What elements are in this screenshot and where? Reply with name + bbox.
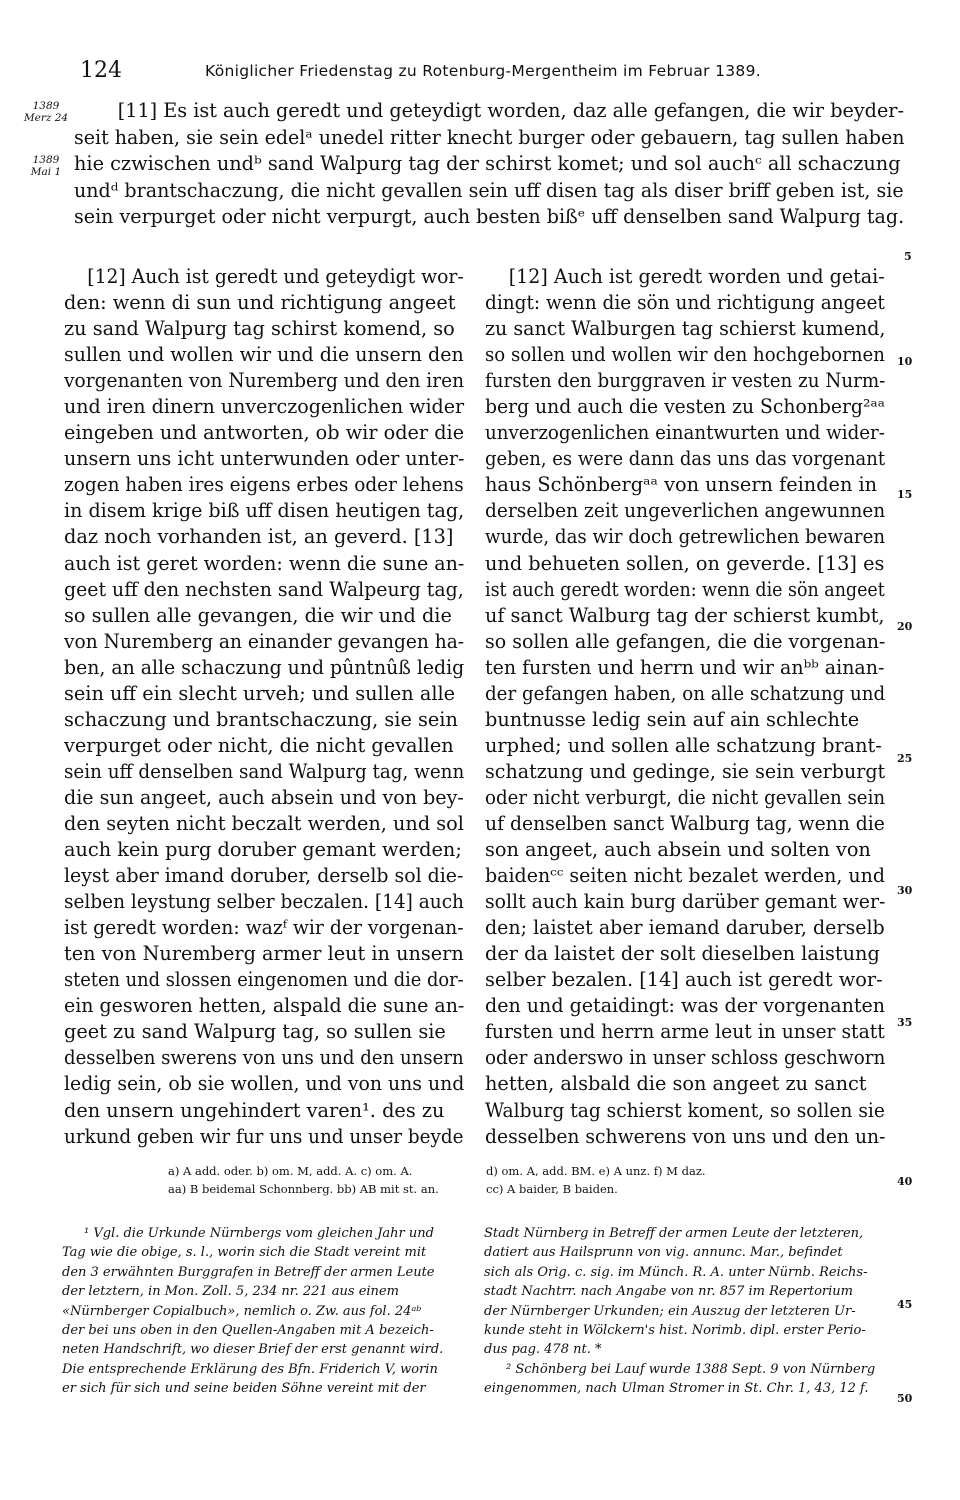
text-line: leyst aber imand doruber, derselb sol die- [64, 864, 464, 888]
text-line: auch ist geret worden: wenn die sune an- [64, 551, 465, 575]
text-line: haus Schönbergᵃᵃ von unsern feinden in [485, 473, 878, 497]
left-column-text [64, 264, 464, 1150]
apparatus-line: d) om. A, add. BM. e) A unz. f) M daz. [486, 1164, 706, 1178]
text-line: steten und slossen eingenomen und die dor- [64, 968, 464, 992]
critical-apparatus-right [486, 1162, 706, 1198]
text-line: ist geredt worden: wazᶠ wir der vorgenan- [64, 916, 464, 940]
text-line: derselben zeit ungeverlichen angewunnen [485, 499, 886, 523]
apparatus-line: aa) B beidemal Schonnberg. bb) AB mit st. an. [168, 1182, 439, 1196]
text-line: den: wenn di sun und richtigung angeet [64, 291, 456, 315]
text-line: vorgenanten von Nuremberg und den iren [64, 369, 465, 393]
text-line: der gefangen haben, on alle schatzung und [485, 681, 886, 705]
line-number: 40 [897, 1175, 913, 1188]
line-number: 50 [897, 1392, 913, 1405]
footnotes-left [62, 1224, 443, 1399]
line-number: 45 [897, 1298, 913, 1311]
text-line: [12] Auch ist geredt worden und getai- [508, 265, 885, 288]
text-line: selber bezalen. [14] auch ist geredt wor- [485, 968, 883, 992]
text-line: unverzogenlichen einantwurten und wider- [485, 421, 885, 445]
text-line: auch kein purg doruber gemant werden; [64, 838, 462, 862]
text-line: und behueten sollen, on geverde. [13] es [485, 551, 885, 575]
footnote-line: dus pag. 478 nt. * [484, 1342, 602, 1358]
text-line: sein uff denselben sand Walpurg tag, wenn [64, 759, 465, 783]
intro-line: sein verpurget oder nicht verpurgt, auch besten bißᵉ uff denselben sand Walpurg tag. [74, 205, 905, 228]
text-line: so sullen alle gevangen, die wir und die [64, 603, 452, 627]
line-number: 20 [897, 620, 913, 633]
text-line: so sollen alle gefangen, die die vorgenan- [485, 629, 886, 653]
text-line: ben, an alle schaczung und pûntnûß ledig [64, 655, 465, 679]
text-line: ten von Nuremberg armer leut in unsern [64, 942, 464, 966]
intro-line: [11] Es ist auch geredt und geteydigt worden, daz alle gefangen, die wir beyder- [117, 99, 904, 122]
text-line: den unsern ungehindert varen¹. des zu [64, 1098, 445, 1122]
apparatus-line: a) A add. oder. b) om. M, add. A. c) om. A. [168, 1164, 413, 1178]
footnote-line: der bei uns oben in den Quellen-Angaben mit A bezeich- [62, 1323, 434, 1339]
footnote-line: stadt Nachtrr. nach Angabe von nr. 857 im Repertorium [484, 1284, 853, 1300]
footnote-line: datiert aus Hailsprunn von vig. annunc. Mar., befindet [484, 1245, 843, 1261]
text-line: von Nuremberg an einander gevangen ha- [64, 629, 465, 653]
footnote-line: eingenommen, nach Ulman Stromer in St. Chr. 1, 43, 12 f. [484, 1381, 869, 1397]
text-line: unsern uns icht unterwunden oder unter- [64, 447, 465, 471]
text-line: uf denselben sanct Walburg tag, wenn die [485, 811, 885, 835]
footnote-line: ² Schönberg bei Lauf wurde 1388 Sept. 9 von Nürnberg [506, 1361, 876, 1377]
text-line: berg und auch die vesten zu Schonberg²ᵃᵃ [485, 395, 885, 419]
line-number: 35 [897, 1016, 913, 1029]
footnote-line: der Nürnberger Urkunden; ein Auszug der letzteren Ur- [484, 1303, 856, 1319]
text-line: urphed; und sollen alle schatzung brant- [485, 733, 882, 757]
text-line: den und getaidingt: was der vorgenanten [485, 994, 886, 1018]
text-line: in disem krige biß uff disen heutigen tag, [64, 499, 465, 523]
text-line: baidenᶜᶜ seiten nicht bezalet werden, und [485, 864, 886, 888]
running-title: Königlicher Friedenstag zu Rotenburg-Mergentheim im Februar 1389. [205, 62, 761, 80]
line-number: 25 [897, 752, 913, 765]
page-header [70, 58, 890, 88]
text-line: ist auch geredt worden: wenn die sön angeet [485, 577, 885, 601]
text-line: Walburg tag schierst koment, so sollen sie [485, 1098, 885, 1122]
footnote-line: den 3 erwähnten Burggrafen in Betreff der armen Leute [62, 1264, 435, 1280]
text-line: geet zu sand Walpurg tag, so sullen sie [64, 1020, 446, 1044]
intro-line: seit haben, sie sein edelᵃ unedel ritter knecht burger oder gebauern, tag sullen haben [74, 125, 905, 149]
footnote-line: Stadt Nürnberg in Betreff der armen Leute der letzteren, [484, 1226, 864, 1241]
text-line: selben leystung selber beczalen. [14] auch [64, 890, 464, 914]
text-line: sollt auch kain burg darüber gemant wer- [485, 890, 886, 914]
margin-date-2 [22, 154, 70, 178]
text-line: sein uff ein slecht urveh; und sullen alle [64, 681, 456, 705]
text-line: buntnusse ledig sein auf ain schlechte [485, 707, 860, 731]
line-number: 30 [897, 884, 913, 897]
footnote-line: der letztern, in Mon. Zoll. 5, 234 nr. 221 aus einem [62, 1284, 399, 1300]
text-line: ein gesworen hetten, alspald die sune an- [64, 994, 465, 1018]
margin-date-2-day: Mai 1 [30, 166, 62, 178]
text-line: desselben swerens von uns und den unsern [64, 1046, 464, 1070]
text-line: zu sanct Walburgen tag schierst kumend, [485, 317, 886, 341]
text-line: ledig sein, ob sie wollen, und von uns und [64, 1072, 465, 1096]
text-line: geet uff den nechsten sand Walpeurg tag, [64, 577, 464, 601]
text-line: desselben schwerens von uns und den un- [485, 1124, 886, 1148]
apparatus-line: cc) A baider, B baiden. [486, 1182, 618, 1196]
footnote-line: neten Handschrift, wo dieser Brief der erst genannt wird. [62, 1342, 444, 1358]
text-line: ten fursten und herrn und wir anᵇᵇ ainan- [485, 655, 885, 679]
text-line: son angeet, auch absein und solten von [485, 838, 871, 862]
text-line: der da laistet der solt dieselben laistung [485, 942, 880, 966]
text-line: eingeben und antworten, ob wir oder die [64, 421, 465, 445]
text-line: zogen haben ires eigens erbes oder lehens [64, 473, 464, 497]
intro-line: hie czwischen undᵇ sand Walpurg tag der schirst komet; und sol auchᶜ all schaczung [74, 152, 901, 175]
text-line: den seyten nicht beczalt werden, und sol [64, 811, 464, 835]
margin-date-2-year: 1389 [32, 154, 60, 166]
text-line: oder nicht verburgt, die nicht gevallen sein [485, 785, 886, 809]
text-line: verpurget oder nicht, die nicht gevallen [64, 733, 454, 757]
text-line: sullen und wollen wir und die unsern den [64, 343, 464, 367]
text-line: den; laistet aber iemand daruber, derselb [485, 916, 885, 940]
footnote-line: sich als Orig. c. sig. im Münch. R. A. unter Nürnb. Reichs- [484, 1264, 868, 1280]
text-line: so sollen und wollen wir den hochgebornen [485, 343, 885, 367]
intro-paragraph [74, 98, 904, 231]
line-number: 5 [904, 250, 912, 263]
margin-date-1-day: Merz 24 [23, 112, 69, 124]
footnote-line: kunde steht in Wölckern's hist. Norimb. dipl. erster Perio- [484, 1323, 866, 1339]
text-line: schaczung und brantschaczung, sie sein [64, 707, 458, 731]
text-line: zu sand Walpurg tag schirst komend, so [64, 317, 455, 341]
page-number: 124 [80, 58, 122, 83]
footnotes-right [484, 1224, 875, 1399]
footnote-line: er sich für sich und seine beiden Söhne vereint mit der [62, 1381, 426, 1397]
text-line: dingt: wenn die sön und richtigung angeet [485, 291, 885, 315]
line-number: 15 [897, 488, 913, 501]
footnote-line: Tag wie die obige, s. l., worin sich die Stadt vereint mit [62, 1245, 427, 1261]
text-line: geben, es were dann das uns das vorgenant [485, 447, 886, 471]
text-line: und iren dinern unverczogenlichen wider [64, 395, 465, 419]
intro-line: undᵈ brantschaczung, die nicht gevallen sein uff disen tag als diser briff geben ist, sie [74, 178, 904, 202]
text-line: daz noch vorhanden ist, an geverd. [13] [64, 525, 454, 549]
text-line: wurde, das wir doch getrewlichen bewaren [485, 525, 886, 549]
text-line: hetten, alsbald die son angeet zu sanct [485, 1072, 867, 1096]
text-line: oder anderswo in unser schloss geschworn [485, 1046, 886, 1070]
footnote-line: Die entsprechende Erklärung des Bfn. Friderich V, worin [62, 1361, 438, 1377]
footnote-line: ¹ Vgl. die Urkunde Nürnbergs vom gleichen Jahr und [84, 1226, 434, 1241]
margin-date-1 [22, 100, 70, 124]
critical-apparatus-left [168, 1162, 439, 1198]
text-line: fursten und herrn arme leut in unser statt [485, 1020, 885, 1044]
line-number: 10 [897, 355, 913, 368]
text-line: schatzung und gedinge, sie sein verburgt [485, 759, 886, 783]
footnote-line: «Nürnberger Copialbuch», nemlich o. Zw. aus fol. 24ᵃᵇ [62, 1303, 422, 1319]
text-line: uf sanct Walburg tag der schierst kumbt, [485, 603, 885, 627]
text-line: fursten den burggraven ir vesten zu Nurm- [485, 369, 886, 393]
text-line: urkund geben wir fur uns und unser beyde [64, 1124, 464, 1148]
margin-date-1-year: 1389 [32, 100, 60, 112]
right-column-text [485, 264, 885, 1150]
text-line: die sun angeet, auch absein und von bey- [64, 785, 464, 809]
text-line: [12] Auch ist geredt und geteydigt wor- [87, 265, 464, 288]
